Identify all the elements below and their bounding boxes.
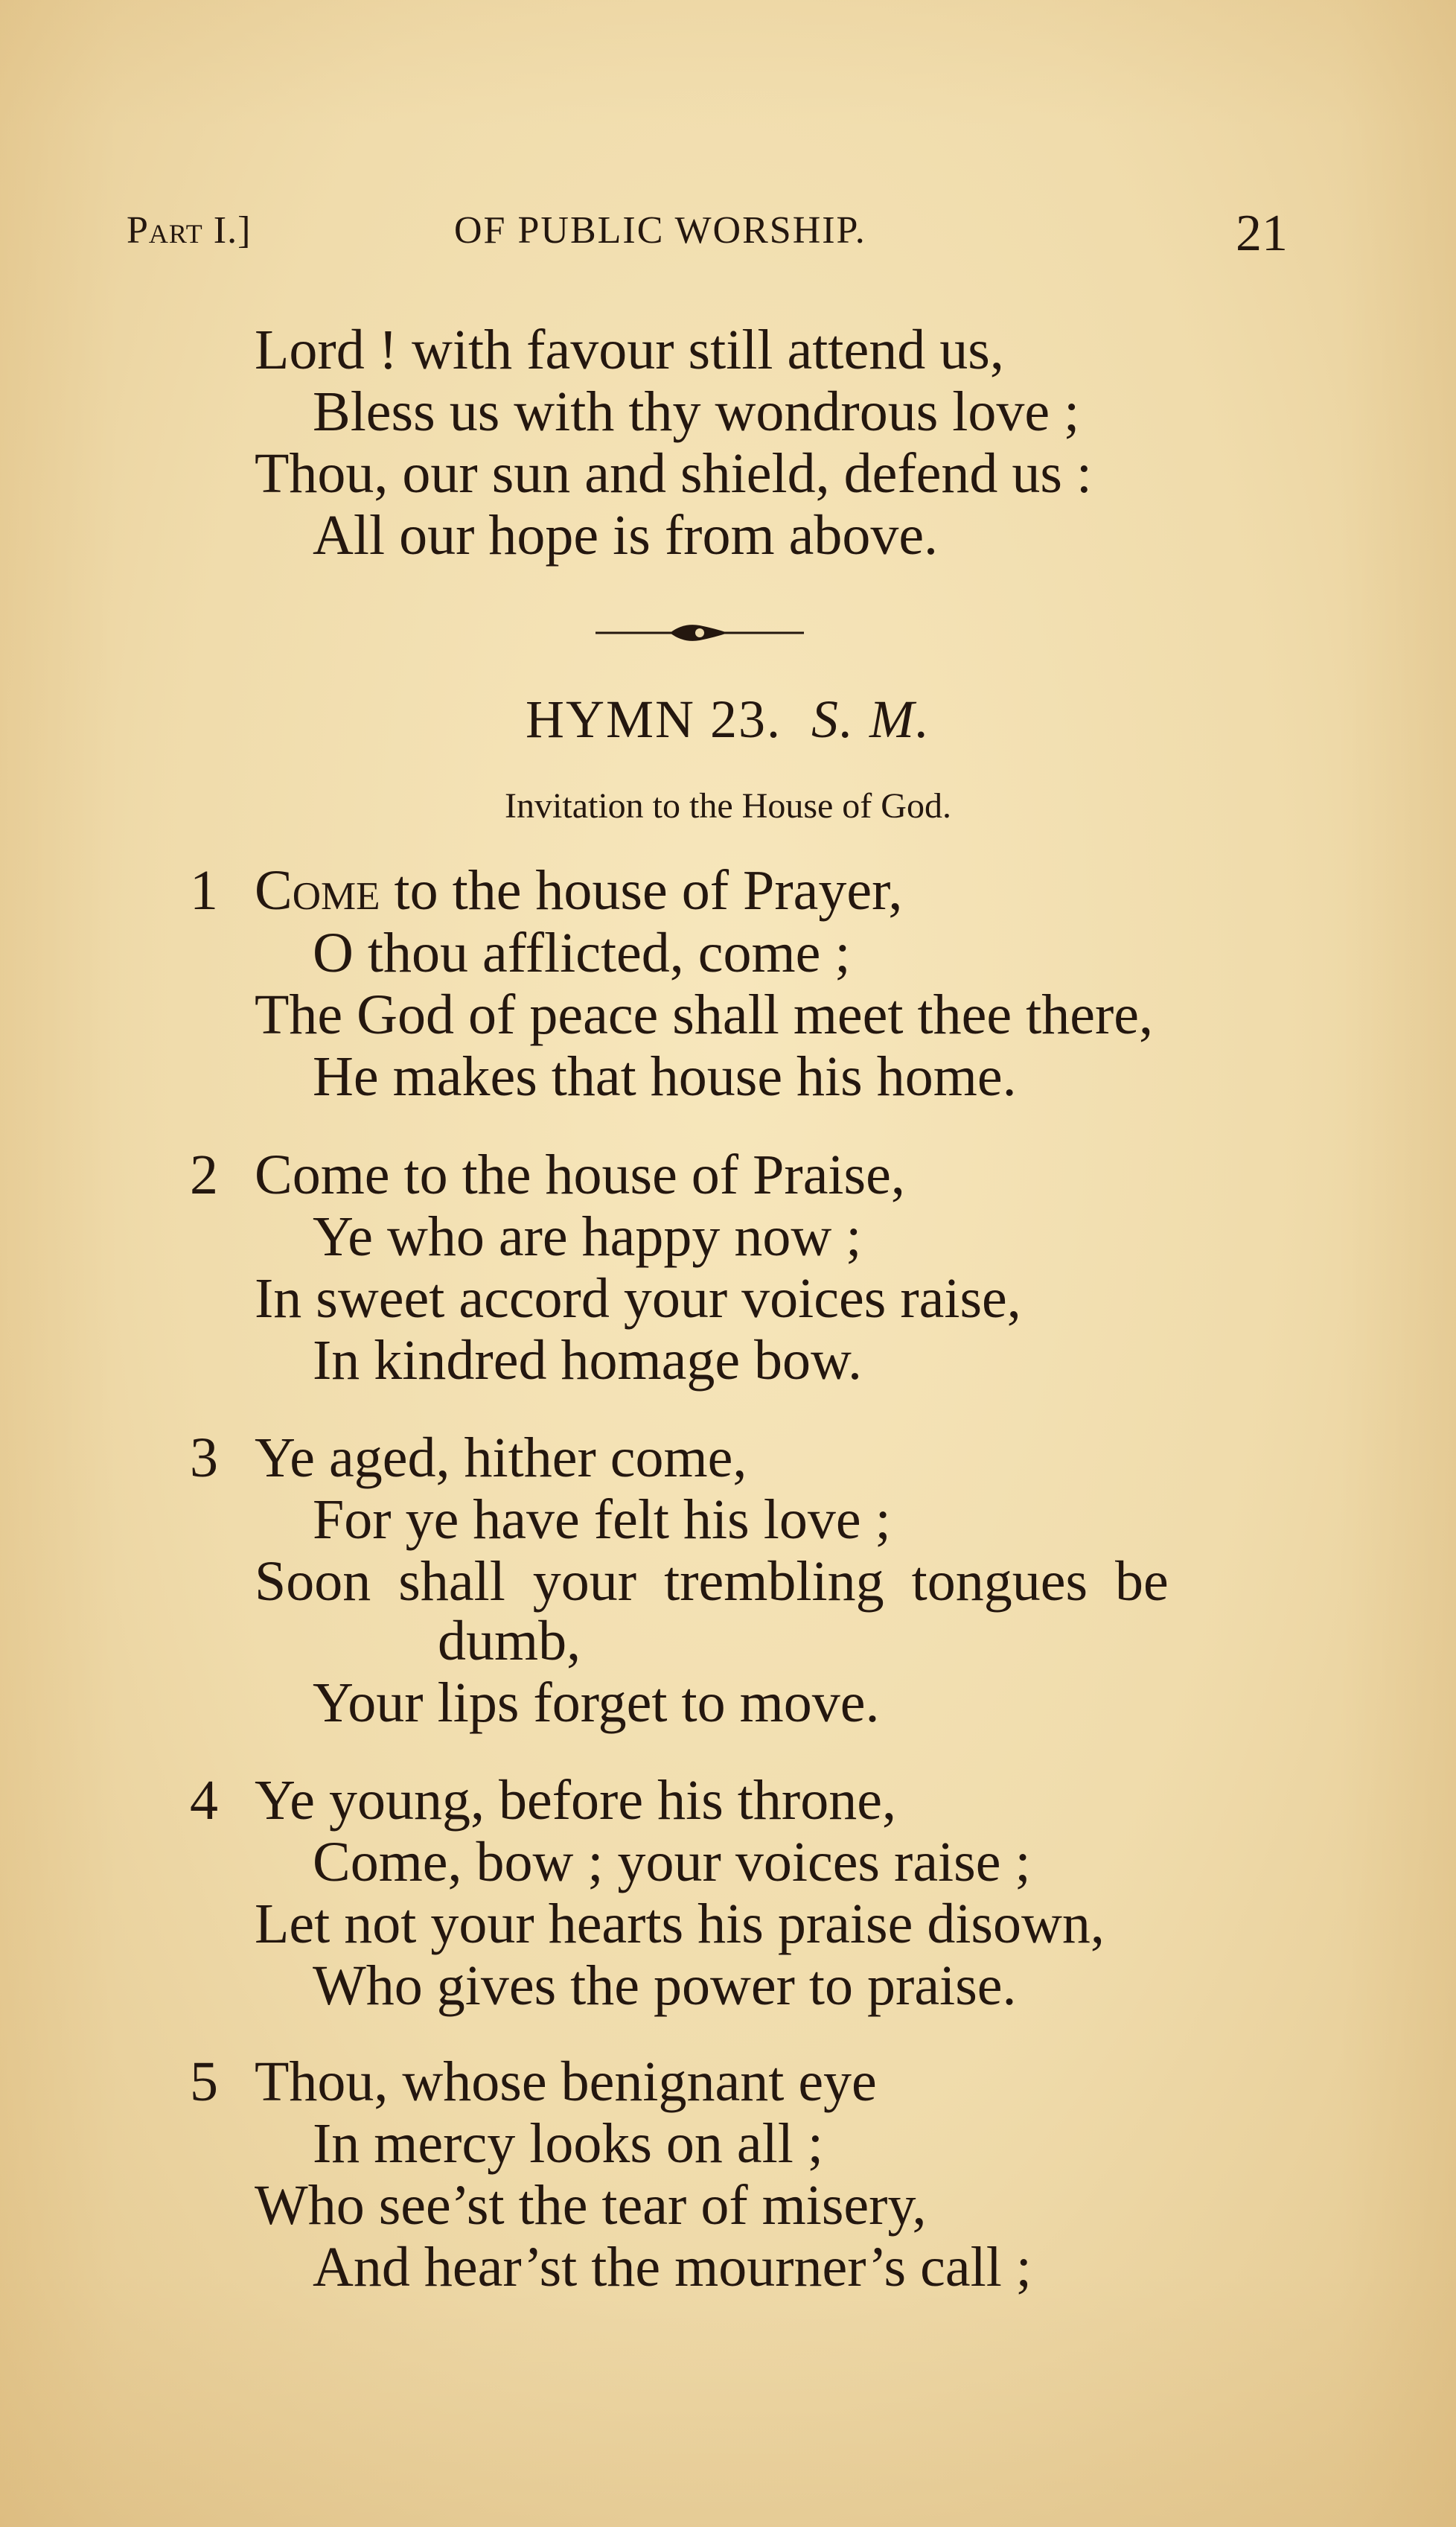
verse-line: Soon shall your trembling tongues be [255, 1550, 1169, 1613]
hymn-number: HYMN 23. [526, 689, 782, 749]
stanza-number: 1 [190, 859, 218, 922]
verse-line: Who gives the power to praise. [313, 1954, 1017, 2017]
running-header [127, 205, 1288, 268]
stanza-number: 2 [190, 1144, 218, 1206]
verse-line: Come, bow ; your voices raise ; [313, 1831, 1031, 1893]
verse-line: Come to the house of Prayer, [255, 859, 903, 922]
verse-line: The God of peace shall meet thee there, [255, 984, 1153, 1046]
verse-line: For ye have felt his love ; [313, 1488, 891, 1551]
hymn-title [0, 689, 1456, 751]
leaf-rule-ornament-icon [596, 618, 804, 648]
hymn-meter: S. M. [811, 689, 930, 749]
verse-line: Ye who are happy now ; [313, 1205, 862, 1268]
verse-line: Thou, our sun and shield, defend us : [255, 442, 1093, 505]
stanza-number: 5 [190, 2050, 218, 2113]
verse-line: In kindred homage bow. [313, 1329, 862, 1392]
verse-line: Ye young, before his throne, [255, 1769, 896, 1832]
verse-line: Bless us with thy wondrous love ; [313, 380, 1080, 443]
verse-line: In sweet accord your voices raise, [255, 1267, 1021, 1330]
stanza-number: 4 [190, 1769, 218, 1832]
verse-line: Ye aged, hither come, [255, 1427, 747, 1489]
hymn-subtitle: Invitation to the House of God. [505, 786, 951, 826]
stanza-number: 3 [190, 1427, 218, 1489]
verse-line: He makes that house his home. [313, 1045, 1017, 1108]
verse-line-continuation: dumb, [438, 1610, 581, 1672]
header-section-title: OF PUBLIC WORSHIP. [454, 209, 866, 252]
verse-line: Your lips forget to move. [313, 1672, 880, 1734]
verse-line: In mercy looks on all ; [313, 2112, 823, 2175]
verse-line: Thou, whose benignant eye [255, 2050, 877, 2113]
header-part-label: Part I.] [127, 209, 252, 252]
verse-line: Lord ! with favour still attend us, [255, 319, 1004, 381]
verse-line: All our hope is from above. [313, 504, 939, 567]
verse-line: Come to the house of Praise, [255, 1144, 905, 1206]
verse-line: Let not your hearts his praise disown, [255, 1893, 1105, 1955]
drop-word: Come [255, 859, 380, 922]
verse-line: Who see’st the tear of misery, [255, 2174, 927, 2237]
verse-line: O thou afflicted, come ; [313, 922, 851, 984]
verse-line: And hear’st the mourner’s call ; [313, 2236, 1032, 2298]
page-number: 21 [1236, 205, 1288, 262]
